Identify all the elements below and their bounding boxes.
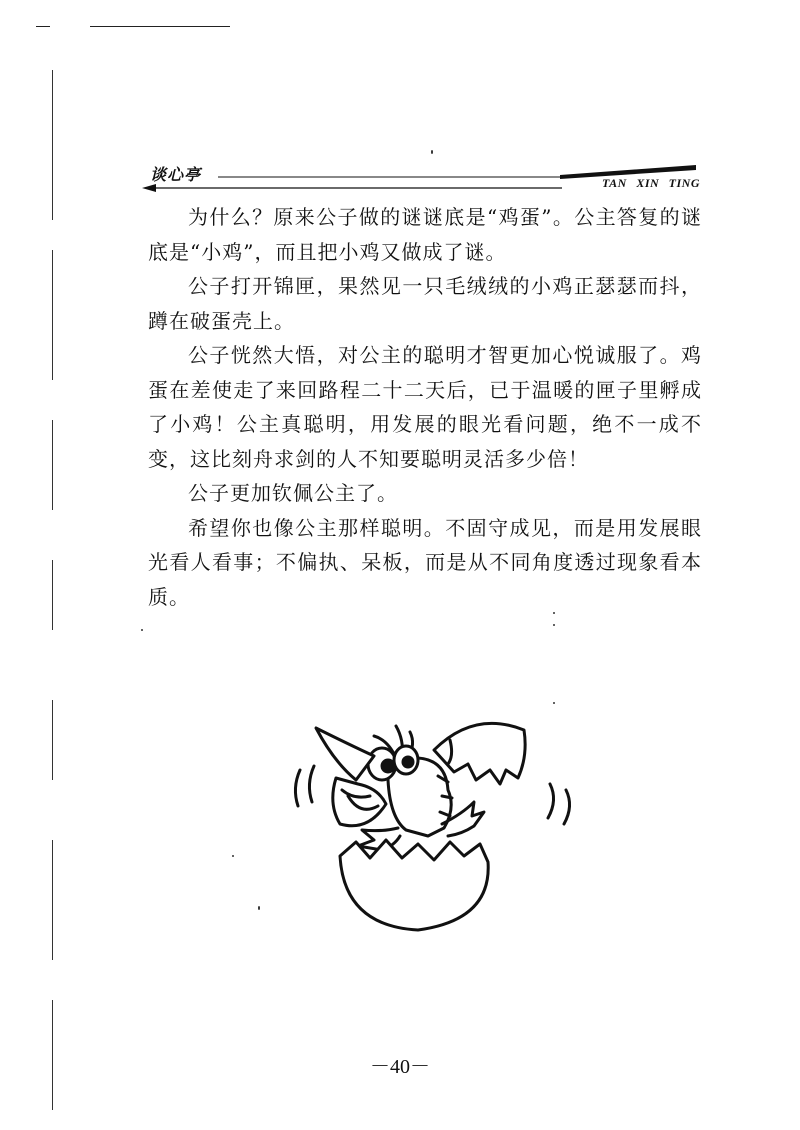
hatching-chick-icon [278,700,578,950]
scan-speck [553,624,555,626]
binding-edge-line [52,420,53,510]
paragraph: 为什么？原来公子做的谜谜底是“鸡蛋”。公主答复的谜底是“小鸡”，而且把小鸡又做成了谜。 [148,205,702,264]
scan-artifact-line [36,26,50,27]
binding-edge-line [52,70,53,220]
scan-speck [258,906,260,910]
header-section-title: 谈心亭 [150,165,202,184]
page-number: －40－ [370,1056,430,1078]
paragraph: 希望你也像公主那样聪明。不固守成见，而是用发展眼光看人看事；不偏执、呆板，而是从不同角度透过现象看本质。 [148,515,702,609]
binding-edge-line [52,840,53,960]
binding-edge-line [52,250,53,380]
scan-speck [232,855,234,857]
scan-speck [141,629,143,631]
binding-edge-line [52,700,53,780]
binding-edge-line [52,560,53,630]
running-header [140,162,700,192]
scan-artifact-line [90,26,230,27]
paragraph: 公子打开锦匣，果然见一只毛绒绒的小鸡正瑟瑟而抖，蹲在破蛋壳上。 [148,274,702,333]
paragraph: 公子恍然大悟，对公主的聪明才智更加心悦诚服了。鸡蛋在差使走了来回路程二十二天后，已于温暖的匣子里孵成了小鸡！公主真聪明，用发展的眼光看问题，绝不一成不变，这比刻舟求剑的人不知要聪明灵活多少倍！ [148,343,702,471]
header-section-pinyin: TAN XIN TING [601,176,700,190]
body-text [148,200,702,614]
scan-speck [431,150,433,154]
paragraph: 公子更加钦佩公主了。 [188,481,398,505]
